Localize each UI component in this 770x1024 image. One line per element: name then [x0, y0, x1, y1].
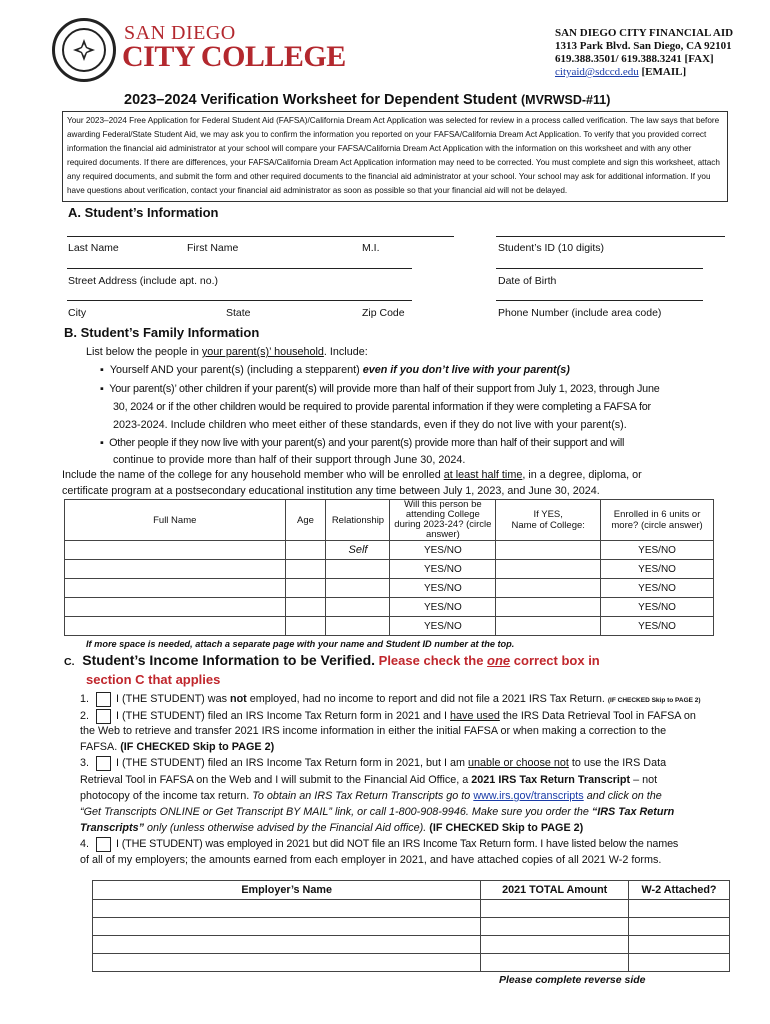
cell-amount[interactable]	[481, 936, 629, 954]
office-phone: 619.388.3501/ 619.388.3241 [FAX]	[555, 53, 714, 65]
cell-college[interactable]	[496, 560, 601, 579]
cell-relationship[interactable]: Self	[326, 541, 390, 560]
table-row	[93, 936, 730, 954]
college-seal	[52, 18, 116, 82]
cell-age[interactable]	[285, 560, 326, 579]
table-row	[65, 617, 714, 636]
cell-amount[interactable]	[481, 918, 629, 936]
section-c-heading: C. Student’s Income Information to be Verified. Please check the one correct box in	[64, 652, 600, 668]
col-w2-attached: W-2 Attached?	[629, 881, 730, 900]
table-row	[93, 918, 730, 936]
college-instruction-line-2: certificate program at a postsecondary educational institution any time between July 1, 2023, and June 30, 2024.	[62, 485, 600, 497]
phone-line[interactable]	[496, 300, 703, 301]
logo-bottom-text: CITY COLLEGE	[122, 40, 346, 73]
street-label: Street Address (include apt. no.)	[68, 275, 218, 287]
section-a-heading: A. Student’s Information	[68, 205, 219, 220]
page-title	[124, 92, 610, 108]
irs-transcripts-link[interactable]: www.irs.gov/transcripts	[473, 790, 584, 802]
col-age: Age	[285, 500, 326, 541]
cell-name[interactable]	[65, 617, 286, 636]
col-full-name: Full Name	[65, 500, 286, 541]
cell-employer[interactable]	[93, 936, 481, 954]
office-contact-block	[555, 27, 733, 79]
cell-employer[interactable]	[93, 900, 481, 918]
cell-amount[interactable]	[481, 954, 629, 972]
cell-age[interactable]	[285, 598, 326, 617]
family-table-note: If more space is needed, attach a separate page with your name and Student ID number at the top.	[86, 639, 515, 649]
option-3-text-line-2: Retrieval Tool in FAFSA on the Web and I will submit to the Financial Aid Office, a 2021 IRS Tax Return Transcript – not	[80, 774, 658, 786]
intro-paragraph: Your 2023–2024 Free Application for Federal Student Aid (FAFSA)/California Dream Act Application was selected for review in a process called verification. The law says that before awarding Federal/State Student Aid, we may ask you to confirm the information you reported on your FAFSA/California Dream Act Application. To verify that you provided correct information the financial aid administrator at your school will compare your FAFSA/California Dream Act Application with the information on this worksheet and with any other required documents. If there are differences, your FAFSA/California Dream Act Application information may need to be corrected. You must complete and sign this worksheet, attach any required documents, and submit the form and other required documents to the financial aid administrator at your school. Your school may ask for additional information. If you have questions about verification, contact your financial aid administrator as soon as possible so that your financial aid will not be delayed.	[62, 111, 728, 202]
table-row	[65, 579, 714, 598]
zip-label: Zip Code	[362, 307, 405, 319]
cell-attending[interactable]: YES/NO	[390, 541, 496, 560]
cell-w2[interactable]	[629, 936, 730, 954]
option-4-text-line-2: of all of my employers; the amounts earned from each employer in 2021, and have attached copies of all 2021 W-2 forms.	[80, 854, 662, 866]
cell-relationship[interactable]	[326, 560, 390, 579]
cell-relationship[interactable]	[326, 617, 390, 636]
option-2-text-line-3: FAFSA. (IF CHECKED Skip to PAGE 2)	[80, 741, 275, 753]
cell-college[interactable]	[496, 617, 601, 636]
cell-employer[interactable]	[93, 954, 481, 972]
col-total-amount: 2021 TOTAL Amount	[481, 881, 629, 900]
name-line[interactable]	[67, 236, 454, 237]
cell-employer[interactable]	[93, 918, 481, 936]
employer-table-header	[93, 881, 730, 900]
option-4-text: I (THE STUDENT) was employed in 2021 but did NOT file an IRS Income Tax Return form. I have listed below the names	[116, 838, 679, 850]
option-2-number: 2.	[80, 710, 90, 722]
option-3-checkbox[interactable]	[96, 756, 111, 771]
cell-college[interactable]	[496, 579, 601, 598]
cell-attending[interactable]: YES/NO	[390, 579, 496, 598]
title-code: (MVRWSD-#11)	[521, 93, 611, 107]
table-row	[93, 954, 730, 972]
cell-amount[interactable]	[481, 900, 629, 918]
cell-w2[interactable]	[629, 900, 730, 918]
cell-attending[interactable]: YES/NO	[390, 560, 496, 579]
logo-top-text: SAN DIEGO	[124, 22, 236, 44]
col-college-name: If YES, Name of College:	[496, 500, 601, 541]
cell-name[interactable]	[65, 598, 286, 617]
office-address: 1313 Park Blvd. San Diego, CA 92101	[555, 40, 732, 52]
employer-table	[92, 880, 730, 972]
table-row	[93, 900, 730, 918]
option-2-text: I (THE STUDENT) filed an IRS Income Tax Return form in 2021 and I have used the IRS Data Retrieval Tool in FAFSA on	[116, 710, 696, 722]
cell-attending[interactable]: YES/NO	[390, 617, 496, 636]
cell-age[interactable]	[285, 541, 326, 560]
cell-w2[interactable]	[629, 918, 730, 936]
student-id-label: Student’s ID (10 digits)	[498, 242, 605, 254]
option-1-checkbox[interactable]	[96, 692, 111, 707]
col-relationship: Relationship	[326, 500, 390, 541]
cell-attending[interactable]: YES/NO	[390, 598, 496, 617]
option-4-checkbox[interactable]	[96, 837, 111, 852]
student-id-line[interactable]	[496, 236, 725, 237]
office-name: SAN DIEGO CITY FINANCIAL AID	[555, 27, 734, 39]
mi-label: M.I.	[362, 242, 380, 254]
cell-name[interactable]	[65, 560, 286, 579]
cell-enrolled[interactable]: YES/NO	[601, 560, 714, 579]
cell-enrolled[interactable]: YES/NO	[601, 541, 714, 560]
bullet-2-line-2: 30, 2024 or if the other children would be required to provide parental information if they were completing a FAFSA for	[113, 401, 651, 413]
city-label: City	[68, 307, 87, 319]
cell-college[interactable]	[496, 541, 601, 560]
cell-college[interactable]	[496, 598, 601, 617]
option-3-text-line-4: “Get Transcripts ONLINE or Get Transcript BY MAIL” link, or call 1-800-908-9946. Make sure you order the “IRS Tax Return	[80, 806, 675, 818]
household-intro: List below the people in your parent(s)’ household. Include:	[86, 346, 368, 358]
cell-enrolled[interactable]: YES/NO	[601, 598, 714, 617]
col-enrolled: Enrolled in 6 units or more? (circle answer)	[601, 500, 714, 541]
option-1-text: I (THE STUDENT) was not employed, had no income to report and did not file a 2021 IRS Tax Return. (IF CHECKED Skip to PAGE 2)	[116, 693, 701, 705]
reverse-side-note: Please complete reverse side	[499, 974, 646, 986]
option-3-number: 3.	[80, 757, 90, 769]
option-3-text: I (THE STUDENT) filed an IRS Income Tax Return form in 2021, but I am unable or choose not to use the IRS Data	[116, 757, 667, 769]
bullet-3-line-2: continue to provide more than half of their support through June 30, 2024.	[113, 454, 466, 466]
cell-age[interactable]	[285, 617, 326, 636]
dob-label: Date of Birth	[498, 275, 557, 287]
option-3-text-line-5: Transcripts” only (unless otherwise advised by the Financial Aid office). (IF CHECKED Skip to PAGE 2)	[80, 822, 584, 834]
table-row	[65, 560, 714, 579]
dob-line[interactable]	[496, 268, 703, 269]
bullet-1: ▪ Yourself AND your parent(s) (including a stepparent) even if you don’t live with your parent(s)	[100, 364, 570, 376]
seal-star-icon	[72, 38, 96, 62]
office-email-label: [EMAIL]	[638, 66, 687, 78]
option-3-text-line-3: photocopy of the income tax return. To obtain an IRS Tax Return Transcripts go to www.irs.gov/transcripts and click on the	[80, 790, 662, 802]
street-line[interactable]	[67, 268, 412, 269]
state-label: State	[226, 307, 251, 319]
bullet-2-line-3: 2023-2024. Include children who meet either of these standards, even if they do not live with your parent(s).	[113, 419, 627, 431]
cell-age[interactable]	[285, 579, 326, 598]
col-attending: Will this person be attending College during 2023-24? (circle answer)	[390, 500, 496, 541]
cell-name[interactable]	[65, 541, 286, 560]
bullet-2: ▪ Your parent(s)’ other children if your parent(s) will provide more than half of their support from July 1, 2023, through June	[100, 383, 660, 395]
family-table	[64, 499, 714, 636]
cell-relationship[interactable]	[326, 579, 390, 598]
table-row	[65, 598, 714, 617]
last-name-label: Last Name	[68, 242, 119, 254]
col-employer-name: Employer’s Name	[93, 881, 481, 900]
section-c-heading-line-2: section C that applies	[86, 672, 221, 687]
section-b-heading: B. Student’s Family Information	[64, 325, 260, 340]
title-main: 2023–2024 Verification Worksheet for Dependent Student	[124, 92, 521, 108]
cell-w2[interactable]	[629, 954, 730, 972]
cell-enrolled[interactable]: YES/NO	[601, 579, 714, 598]
option-4-number: 4.	[80, 838, 90, 850]
cell-relationship[interactable]	[326, 598, 390, 617]
college-instruction: Include the name of the college for any household member who will be enrolled at least half time, in a degree, diploma, or	[62, 469, 642, 481]
phone-label: Phone Number (include area code)	[498, 307, 662, 319]
option-2-text-line-2: the Web to retrieve and transfer 2021 IRS income information in either the initial FAFSA or when making a correction to the	[80, 725, 667, 737]
cell-enrolled[interactable]: YES/NO	[601, 617, 714, 636]
table-row	[65, 541, 714, 560]
family-table-header	[65, 500, 714, 541]
first-name-label: First Name	[187, 242, 239, 254]
option-1-number: 1.	[80, 693, 90, 705]
bullet-3: ▪ Other people if they now live with your parent(s) and your parent(s) provide more than half of their support and will	[100, 437, 625, 449]
cell-name[interactable]	[65, 579, 286, 598]
office-email-link[interactable]: cityaid@sdccd.edu	[555, 66, 639, 78]
city-state-zip-line[interactable]	[67, 300, 412, 301]
